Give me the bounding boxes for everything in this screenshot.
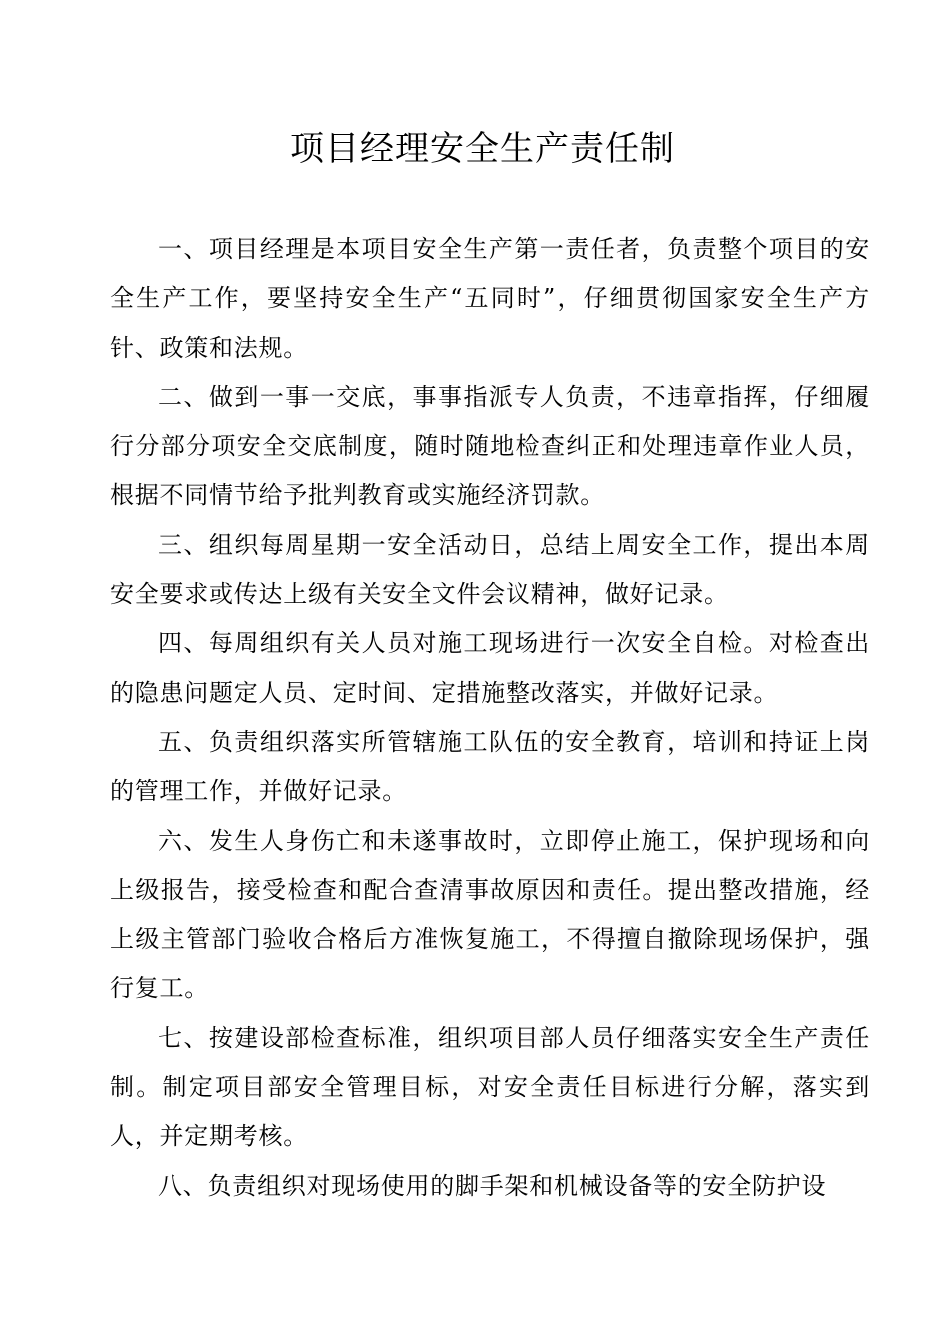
- clause-1: 一、项目经理是本项目安全生产第一责任者，负责整个项目的安全生产工作，要坚持安全生产“五同时”，仔细贯彻国家安全生产方针、政策和法规。: [110, 235, 870, 362]
- clause-8: 八、负责组织对现场使用的脚手架和机械设备等的安全防护设: [158, 1171, 827, 1200]
- clause-3: 三、组织每周星期一安全活动日，总结上周安全工作，提出本周安全要求或传达上级有关安全文件会议精神，做好记录。: [110, 530, 870, 609]
- clause-6: 六、发生人身伤亡和未遂事故时，立即停止施工，保护现场和向上级报告，接受检查和配合查清事故原因和责任。提出整改措施，经上级主管部门验收合格后方准恢复施工，不得擅自撤除现场保护，强行复工。: [110, 826, 870, 1003]
- clause-5: 五、负责组织落实所管辖施工队伍的安全教育，培训和持证上岗的管理工作，并做好记录。: [110, 727, 870, 806]
- document-body: [110, 225, 870, 1211]
- clause-4: 四、每周组织有关人员对施工现场进行一次安全自检。对检查出的隐患问题定人员、定时间、定措施整改落实，并做好记录。: [110, 629, 870, 707]
- document-title: 项目经理安全生产责任制: [290, 129, 675, 169]
- clause-2: 二、做到一事一交底，事事指派专人负责，不违章指挥，仔细履行分部分项安全交底制度，随时随地检查纠正和处理违章作业人员，根据不同情节给予批判教育或实施经济罚款。: [110, 382, 870, 510]
- clause-7: 七、按建设部检查标准，组织项目部人员仔细落实安全生产责任制。制定项目部安全管理目标，对安全责任目标进行分解，落实到人，并定期考核。: [110, 1023, 870, 1151]
